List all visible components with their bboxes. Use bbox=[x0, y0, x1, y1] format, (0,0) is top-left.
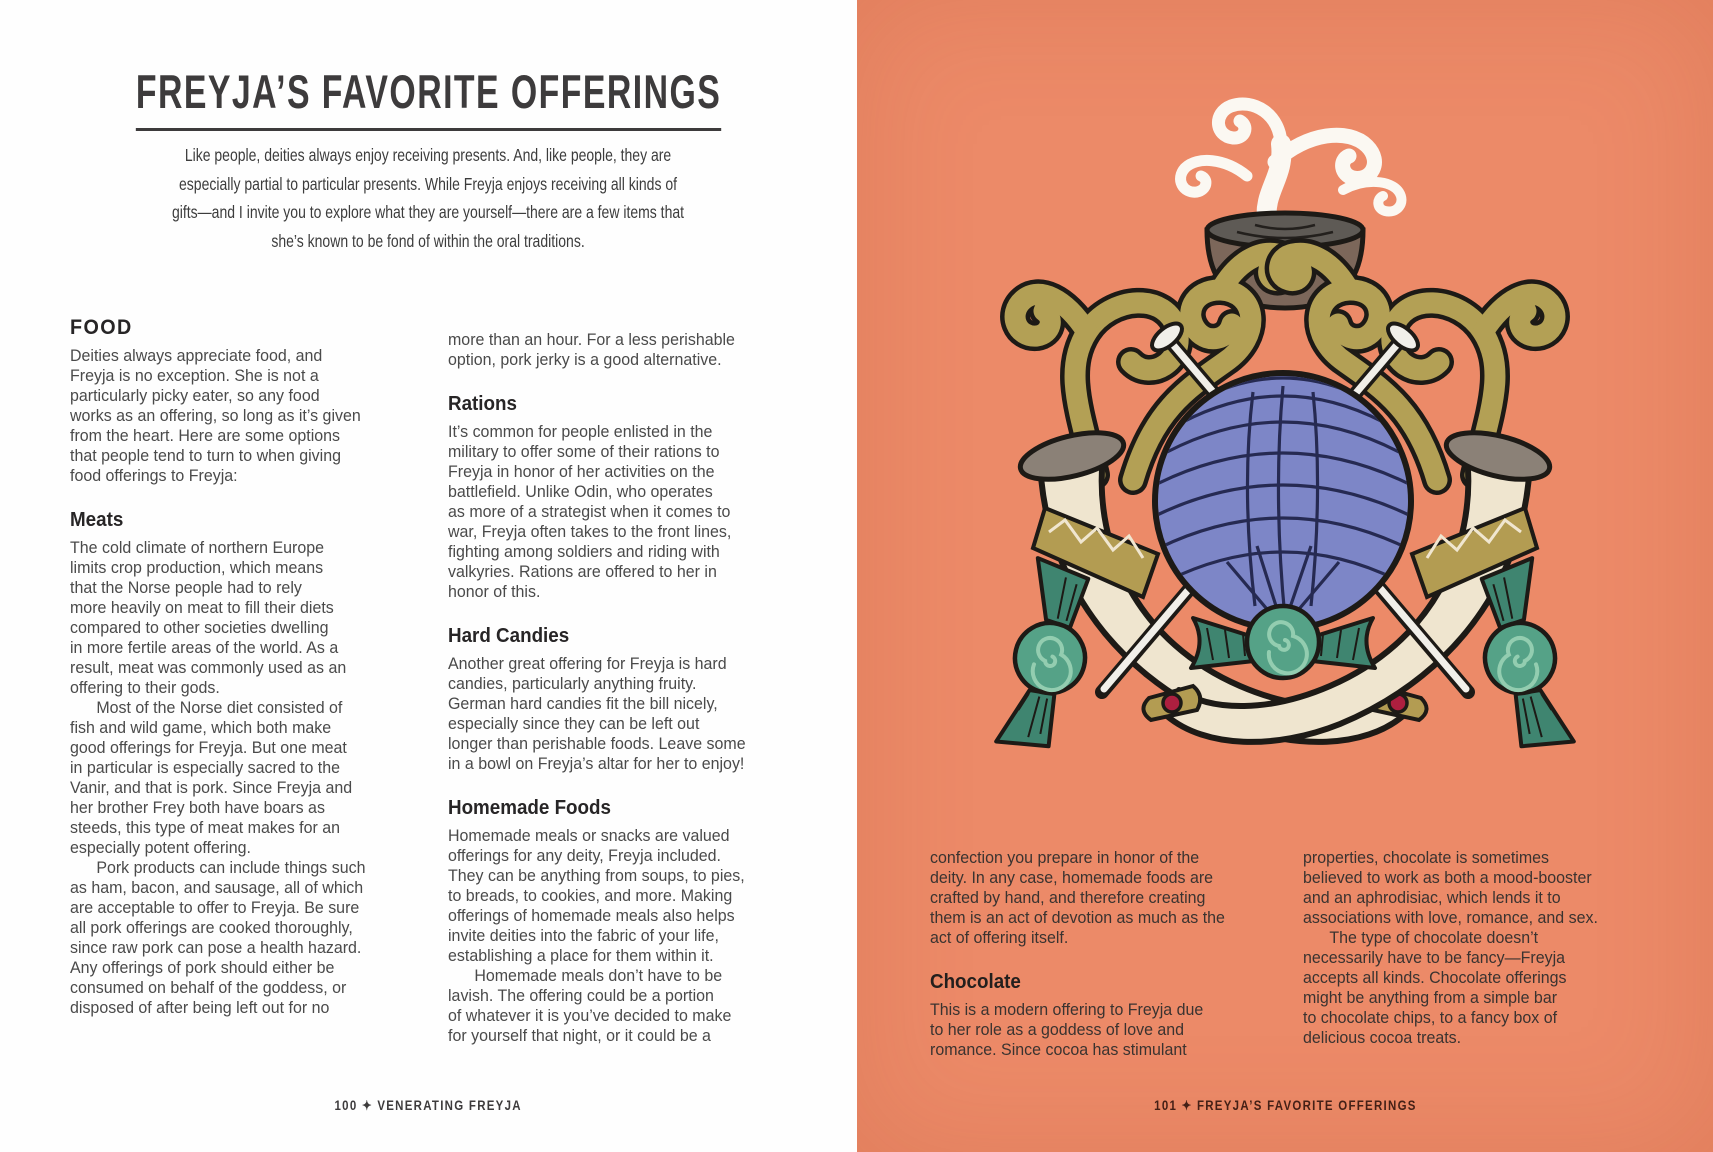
left-column-2 bbox=[448, 330, 805, 1046]
paragraph: Most of the Norse diet consisted of fish and wild game, which both make good offerings for Freyja. But one meat in particular is especially sacred to the Vanir, and that is pork. Since Freyja and her brother Frey both have boars as steeds, this type of meat makes for an especially potent offering. bbox=[70, 698, 353, 857]
right-column-2 bbox=[1303, 848, 1660, 1048]
page-footer-left: 100 ✦ VENERATING FREYJA bbox=[334, 1098, 523, 1113]
section-heading-rations: Rations bbox=[448, 393, 517, 415]
paragraph: more than an hour. For a less perishable option, pork jerky is a good alternative. bbox=[448, 330, 735, 369]
left-column-1 bbox=[70, 316, 427, 1018]
paragraph: Another great offering for Freyja is hard candies, particularly anything fruity. German hard candies fit the bill nicely, especially since they can be left out longer than perishable foods. Leave some in a bowl on Freyja’s altar for her to enjoy! bbox=[448, 654, 746, 773]
paragraph: This is a modern offering to Freyja due to her role as a goddess of love and romance. Since cocoa has stimulant bbox=[930, 1000, 1204, 1059]
section-heading-chocolate: Chocolate bbox=[930, 971, 1021, 993]
page-footer-right: 101 ✦ FREYJA’S FAVORITE OFFERINGS bbox=[1153, 1098, 1417, 1113]
yarn-ball bbox=[1155, 372, 1411, 629]
page-title bbox=[0, 64, 857, 131]
candy-center bbox=[1191, 606, 1375, 678]
paragraph: The cold climate of northern Europe limits crop production, which means that the Norse people had to rely more heavily on meat to fill their diets compared to other societies dwelling in more fertile areas of the world. As a result, meat was commonly used as an offering to their gods. bbox=[70, 538, 347, 697]
paragraph: properties, chocolate is sometimes believed to work as both a mood-booster and an aphrodisiac, which lends it to associations with love, romance, and sex. bbox=[1303, 848, 1598, 927]
section-heading-meats: Meats bbox=[70, 509, 124, 531]
section-heading-food: FOOD bbox=[70, 316, 133, 339]
paragraph: Homemade meals or snacks are valued offerings for any deity, Freyja included. They can be anything from soups, to pies, to breads, to cookies, and more. Making offerings of homemade meals also helps invite deities into the fabric of your life, establishing a place for them within it. bbox=[448, 826, 745, 965]
offerings-emblem-illustration bbox=[945, 40, 1625, 800]
paragraph: The type of chocolate doesn’t necessarily have to be fancy—Freyja accepts all kinds. Chocolate offerings might be anything from a simple bar to chocolate chips, to a fancy box of delicious cocoa treats. bbox=[1303, 928, 1567, 1047]
section-heading-homemade-foods: Homemade Foods bbox=[448, 797, 611, 819]
right-page bbox=[857, 0, 1713, 1152]
page-title-text: FREYJA’S FAVORITE OFFERINGS bbox=[136, 64, 721, 131]
paragraph: It’s common for people enlisted in the military to offer some of their rations to Freyja in honor of her activities on the battlefield. Unlike Odin, who operates as more of a strategist when it comes to war, Freyja often takes to the front lines, fighting among soldiers and riding with valkyries. Rations are offered to her in honor of this. bbox=[448, 422, 732, 601]
paragraph: Homemade meals don’t have to be lavish. The offering could be a portion of whatever it is you’ve decided to make for yourself that night, or it could be a bbox=[448, 966, 732, 1045]
paragraph: Deities always appreciate food, and Freyja is no exception. She is not a particularly picky eater, so any food works as an offering, so long as it’s given from the heart. Here are some options that people tend to turn to when giving food offerings to Freyja: bbox=[70, 346, 361, 485]
paragraph: Pork products can include things such as ham, bacon, and sausage, all of which are acceptable to offer to Freyja. Be sure all pork offerings are cooked thoroughly, since raw pork can pose a health hazard. Any offerings of pork should either be consumed on behalf of the goddess, or disposed of after being left out for no bbox=[70, 858, 366, 1017]
section-heading-hard-candies: Hard Candies bbox=[448, 625, 570, 647]
intro-paragraph: Like people, deities always enjoy receiving presents. And, like people, they are especially partial to particular presents. While Freyja enjoys receiving all kinds of gifts—and I invite you to explore what they are yourself—there are a few items that she’s known to be fond of within the oral traditions. bbox=[172, 145, 685, 251]
steam-swirl bbox=[1181, 104, 1402, 222]
paragraph: confection you prepare in honor of the deity. In any case, homemade foods are crafted by hand, and therefore creating them is an act of devotion as much as the act of offering itself. bbox=[930, 848, 1225, 947]
right-column-1 bbox=[930, 848, 1287, 1060]
